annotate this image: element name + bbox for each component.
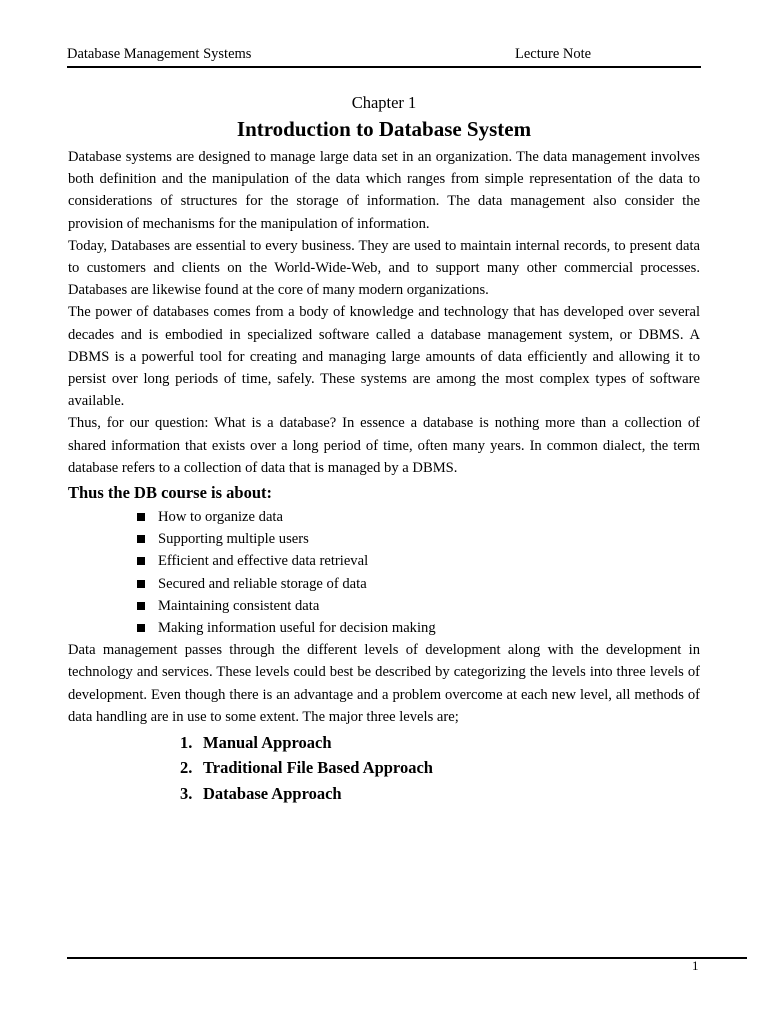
paragraph: The power of databases comes from a body of knowledge and technology that has developed over several decades and is embodied in specialized software called a database management system, or DBMS. A DBMS is a powerful tool for creating and managing large amounts of data efficiently and allowing it to persist over long periods of time, safely. These systems are among the most complex types of software available.: [68, 304, 700, 410]
list-item-text: Database Approach: [203, 783, 342, 803]
square-bullet-icon: [137, 557, 145, 565]
header-course-title: Database Management Systems: [67, 46, 252, 62]
list-item: [136, 506, 700, 528]
square-bullet-icon: [137, 513, 145, 521]
list-number: 3.: [180, 783, 193, 803]
page-header: [67, 46, 701, 66]
list-item: [136, 617, 700, 639]
footer-divider: [67, 957, 747, 959]
approach-levels-list: [68, 730, 700, 806]
list-item: [136, 573, 700, 595]
square-bullet-icon: [137, 624, 145, 632]
list-item-text: Manual Approach: [203, 733, 332, 753]
list-item-text: Efficient and effective data retrieval: [158, 553, 369, 570]
course-topics-list: [68, 506, 700, 639]
list-item-text: Maintaining consistent data: [158, 597, 320, 614]
list-number: 2.: [180, 758, 193, 778]
header-divider: [67, 66, 701, 68]
page-number: 1: [692, 958, 699, 973]
list-number: 1.: [180, 733, 193, 753]
paragraph: Thus, for our question: What is a database? In essence a database is nothing more than a collection of shared information that exists over a long period of time, often many years. In common dialect, the term database refers to a collection of data that is managed by a DBMS.: [68, 415, 700, 476]
section-subheading: Thus the DB course is about:: [68, 483, 272, 503]
paragraph: Today, Databases are essential to every business. They are used to maintain internal records, to present data to customers and clients on the World-Wide-Web, and to support many other commercial processes. Databases are likewise found at the core of many modern organizations.: [68, 237, 700, 299]
list-item-text: How to organize data: [158, 509, 283, 526]
list-item-text: Secured and reliable storage of data: [158, 575, 367, 592]
page-title: Introduction to Database System: [236, 117, 532, 141]
list-item-text: Supporting multiple users: [158, 531, 309, 548]
header-note-label: Lecture Note: [515, 46, 592, 62]
list-item: [180, 755, 700, 780]
chapter-label: Chapter 1: [351, 93, 417, 112]
list-item: [180, 781, 700, 806]
list-item-text: Making information useful for decision making: [158, 620, 436, 637]
square-bullet-icon: [137, 535, 145, 543]
paragraph: Database systems are designed to manage large data set in an organization. The data management involves both definition and the manipulation of the data which ranges from simple representation of the data to considerations of structures for the storage of information. The data management also consider the provision of mechanisms for the manipulation of information.: [68, 149, 700, 232]
list-item: [136, 595, 700, 617]
list-item: [136, 550, 700, 572]
paragraph: Data management passes through the different levels of development along with the development in technology and services. These levels could best be described by categorizing the levels into three levels of development. Even though there is an advantage and a problem overcome at each new level, all methods of data handling are in use to some extent. The major three levels are;: [68, 642, 700, 725]
list-item: [180, 730, 700, 755]
square-bullet-icon: [137, 602, 145, 610]
list-item-text: Traditional File Based Approach: [203, 758, 433, 778]
document-body: [68, 146, 700, 806]
square-bullet-icon: [137, 580, 145, 588]
list-item: [136, 528, 700, 550]
